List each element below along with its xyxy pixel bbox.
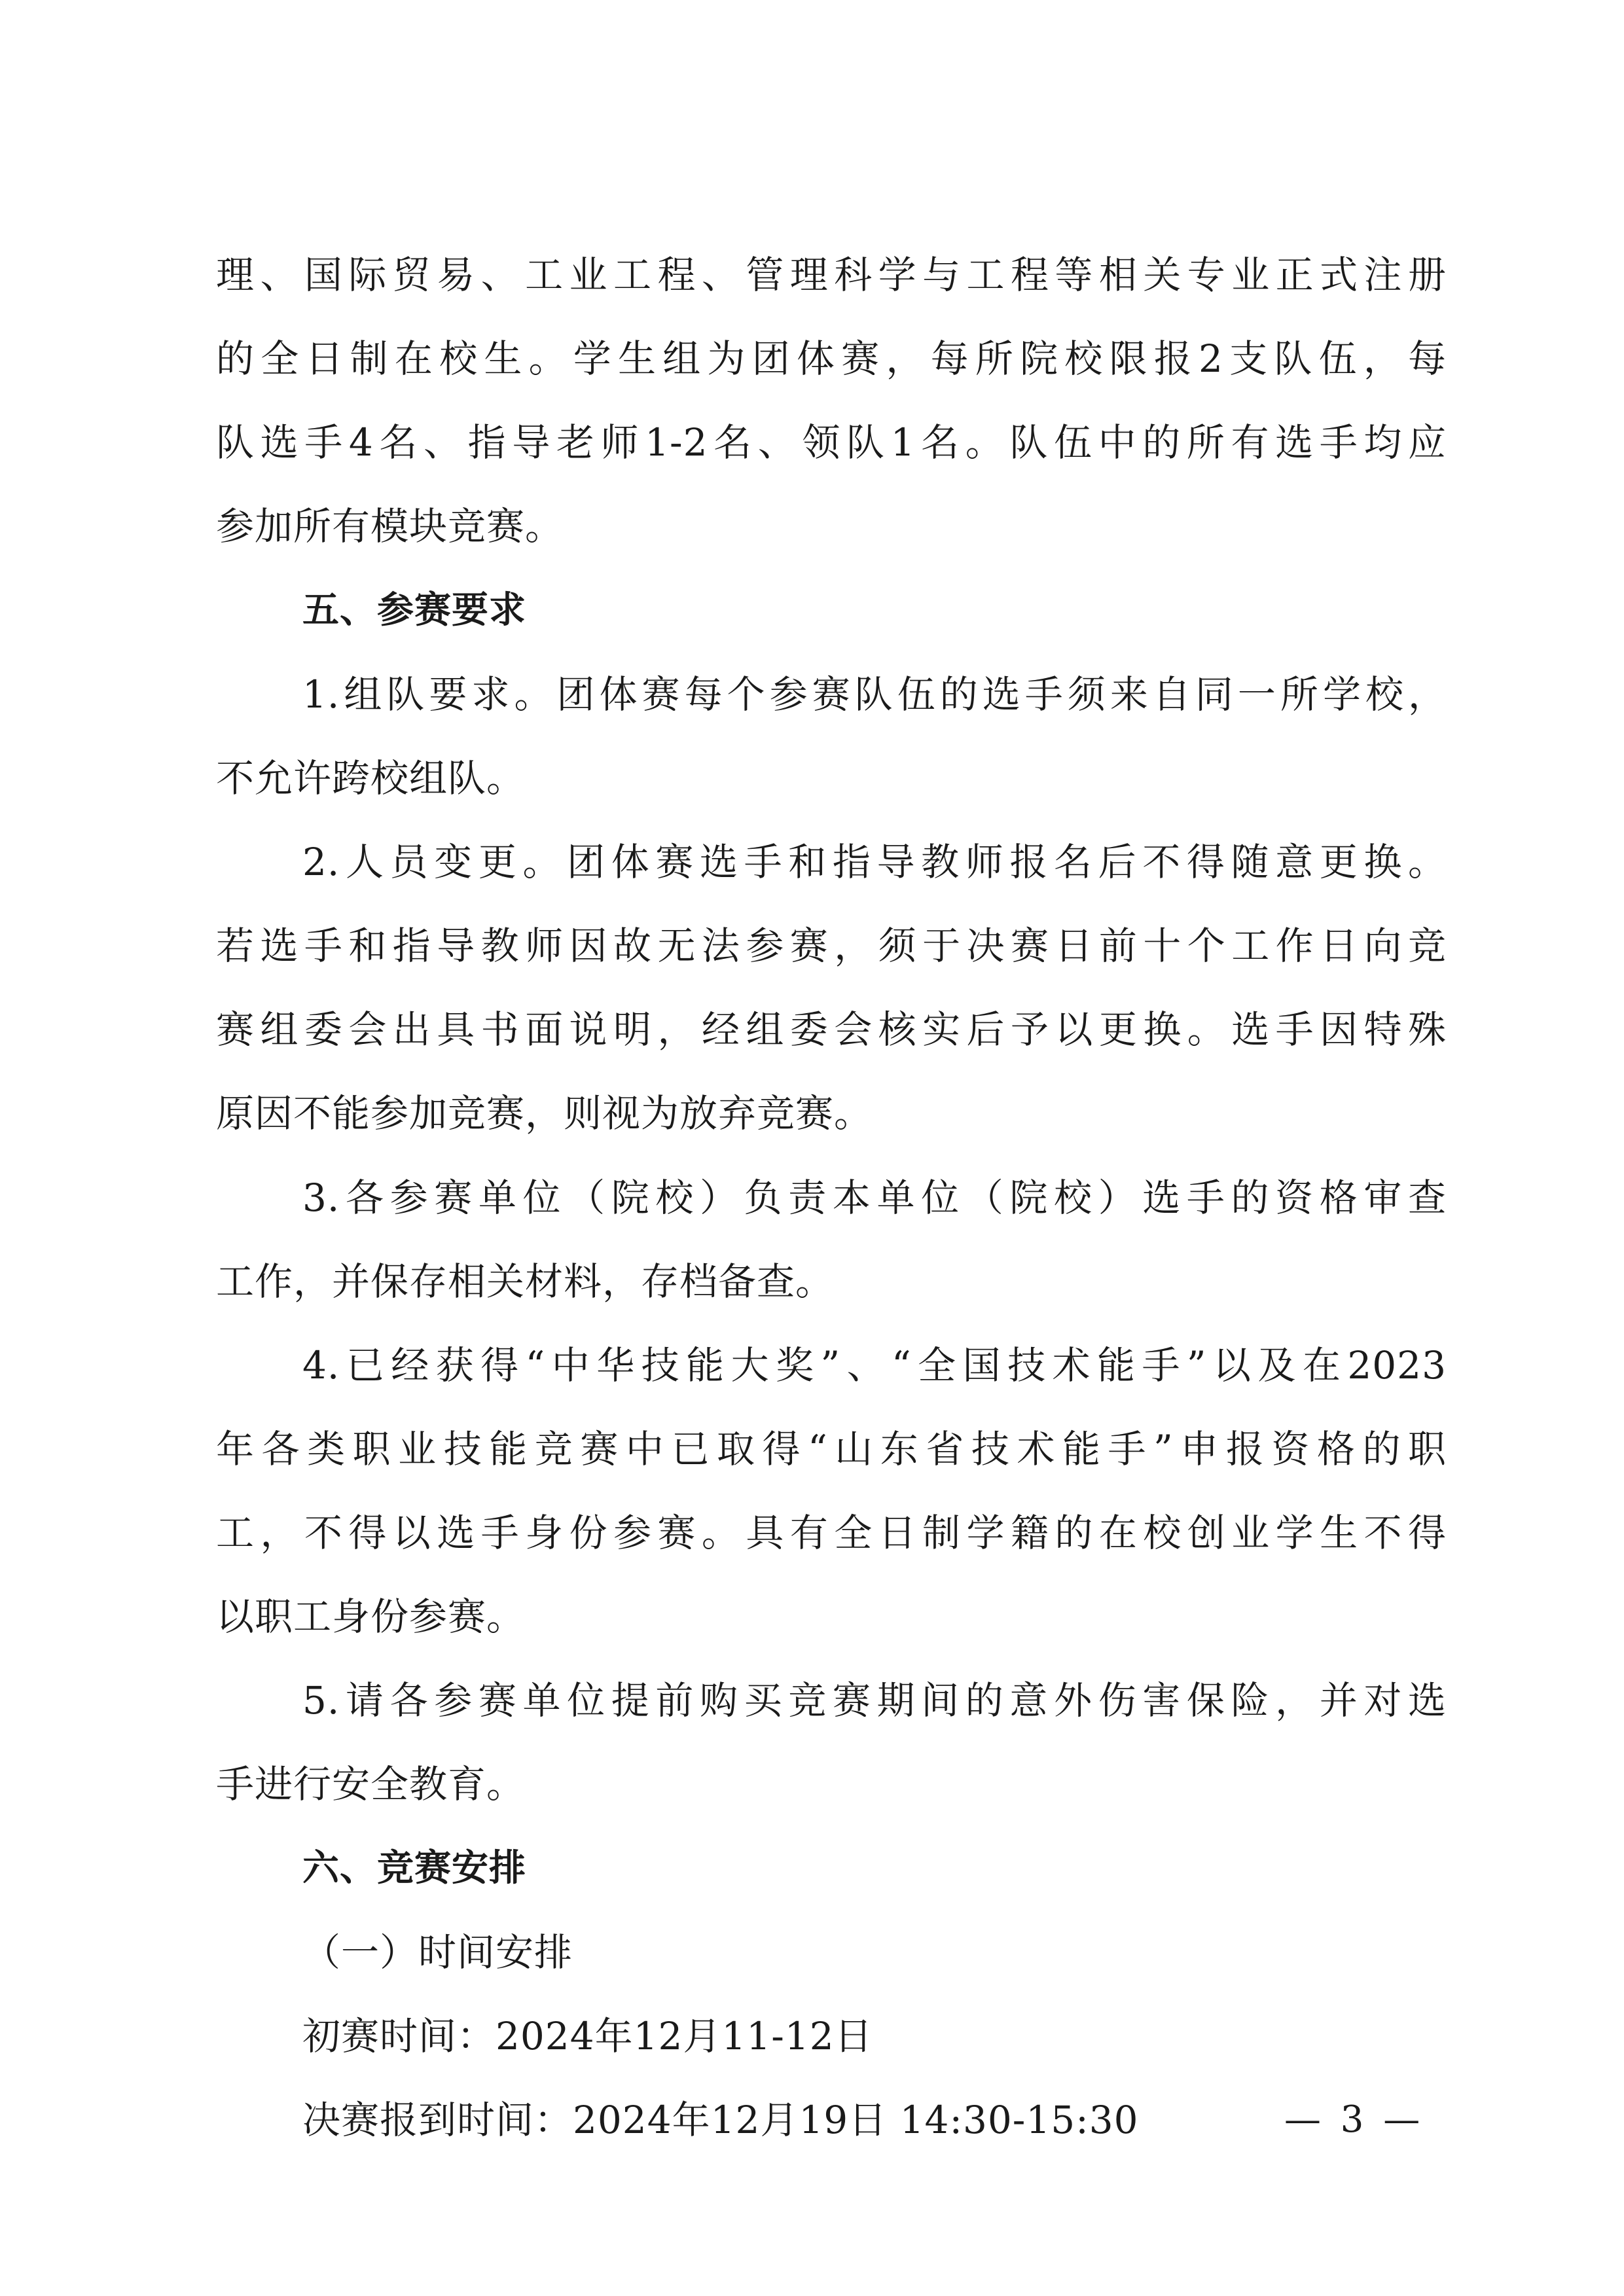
- body-text-line: 年各类职业技能竞赛中已取得“山东省技术能手”申报资格的职: [216, 1427, 1447, 1471]
- body-text-line: 5.请各参赛单位提前购买竞赛期间的意外伤害保险，并对选: [302, 1678, 1447, 1723]
- subsection-heading: （一）时间安排: [302, 1930, 573, 1975]
- body-text-line: 决赛报到时间：2024年12月19日 14:30-15:30: [302, 2098, 1139, 2142]
- body-text-line: 2.人员变更。团体赛选手和指导教师报名后不得随意更换。: [302, 840, 1447, 884]
- section-heading-6: 六、竞赛安排: [302, 1847, 526, 1890]
- body-text-line: 工作，并保存相关材料，存档备查。: [216, 1259, 835, 1304]
- page-number: — 3 —: [1284, 2098, 1424, 2141]
- body-text-line: 的全日制在校生。学生组为团体赛，每所院校限报2支队伍，每: [216, 336, 1447, 381]
- body-text-line: 原因不能参加竞赛，则视为放弃竞赛。: [216, 1091, 873, 1136]
- body-text-line: 以职工身份参赛。: [216, 1594, 526, 1639]
- body-text-line: 参加所有模块竞赛。: [216, 504, 564, 548]
- body-text-line: 初赛时间：2024年12月11-12日: [302, 2014, 873, 2058]
- body-text-line: 赛组委会出具书面说明，经组委会核实后予以更换。选手因特殊: [216, 1007, 1447, 1052]
- body-text-line: 队选手4名、指导老师1-2名、领队1名。队伍中的所有选手均应: [216, 420, 1447, 465]
- body-text-line: 不允许跨校组队。: [216, 756, 526, 800]
- body-text-line: 4.已经获得“中华技能大奖”、“全国技术能手”以及在2023: [302, 1343, 1447, 1388]
- section-heading-5: 五、参赛要求: [302, 589, 526, 632]
- body-text-line: 工，不得以选手身份参赛。具有全日制学籍的在校创业学生不得: [216, 1511, 1447, 1555]
- body-text-line: 手进行安全教育。: [216, 1762, 526, 1806]
- body-text-line: 若选手和指导教师因故无法参赛，须于决赛日前十个工作日向竞: [216, 924, 1447, 968]
- body-text-line: 理、国际贸易、工业工程、管理科学与工程等相关专业正式注册: [216, 253, 1447, 297]
- body-text-line: 1.组队要求。团体赛每个参赛队伍的选手须来自同一所学校，: [302, 672, 1447, 717]
- body-text-line: 3.各参赛单位（院校）负责本单位（院校）选手的资格审查: [302, 1175, 1447, 1220]
